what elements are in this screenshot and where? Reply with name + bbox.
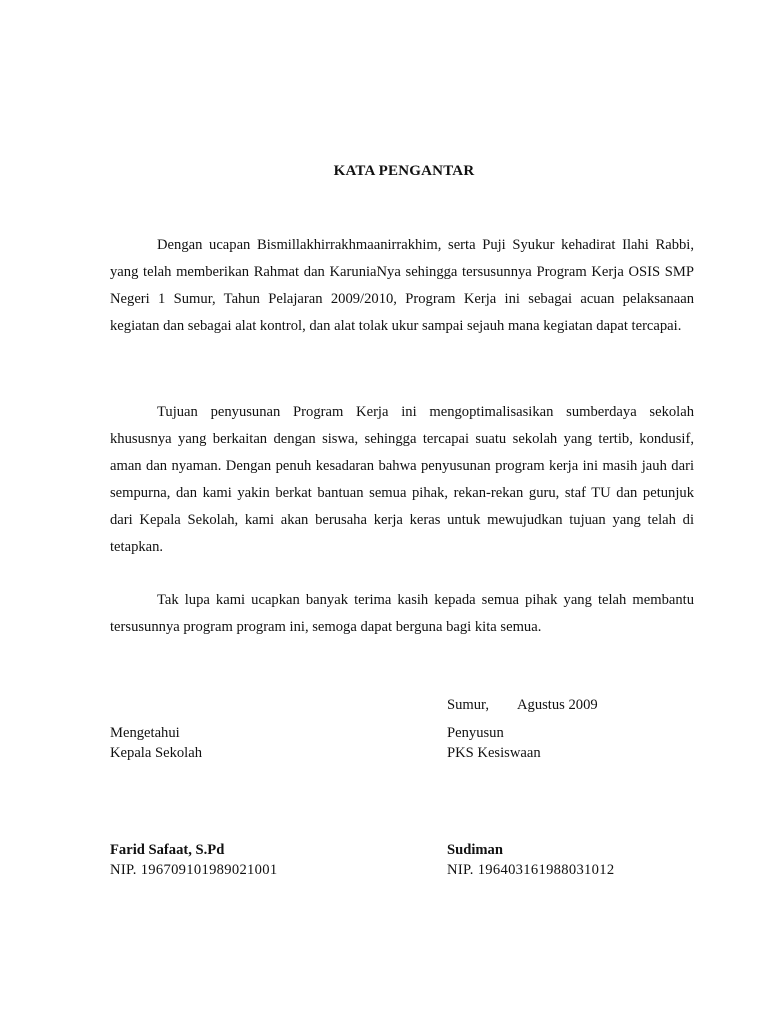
signature-right-role: Penyusun (447, 725, 504, 741)
paragraph-thanks (110, 587, 694, 641)
place-text: Sumur, (447, 697, 489, 713)
paragraph-text: Dengan ucapan Bismillakhirrakhmaanirrakhim, serta Puji Syukur kehadirat Ilahi Rabbi, yang telah memberikan Rahmat dan KaruniaNya sehingga tersusunnya Program Kerja OSIS SMP Negeri 1 Sumur, Tahun Pelajaran 2009/2010, Program Kerja ini sebagai acuan pelaksanaan kegiatan dan sebagai alat kontrol, dan alat tolak ukur sampai sejauh mana kegiatan dapat tercapai. (110, 237, 694, 334)
place-date-line (447, 697, 598, 714)
signature-right-nip: NIP. 196403161988031012 (447, 862, 615, 878)
signature-left-titles (110, 723, 202, 763)
paragraph-intro (110, 232, 694, 340)
signature-left-nip: NIP. 196709101989021001 (110, 862, 278, 878)
signature-left-position: Kepala Sekolah (110, 745, 202, 761)
document-title: KATA PENGANTAR (333, 163, 475, 179)
date-text: Agustus 2009 (517, 697, 598, 713)
signature-left-name: Farid Safaat, S.Pd (110, 842, 225, 858)
signature-right-position: PKS Kesiswaan (447, 745, 541, 761)
signature-right-titles (447, 723, 541, 763)
signature-left-role: Mengetahui (110, 725, 180, 741)
signature-right-name: Sudiman (447, 842, 503, 858)
paragraph-text: Tujuan penyusunan Program Kerja ini mengoptimalisasikan sumberdaya sekolah khususnya yang berkaitan dengan siswa, sehingga tercapai suatu sekolah yang tertib, kondusif, aman dan nyaman. Dengan penuh kesadaran bahwa penyusunan program kerja ini masih jauh dari sempurna, dan kami yakin berkat bantuan semua pihak, rekan-rekan guru, staf TU dan petunjuk dari Kepala Sekolah, kami akan berusaha kerja keras untuk mewujudkan tujuan yang telah di tetapkan. (110, 404, 694, 555)
signature-right-identity (447, 840, 614, 880)
signature-left-identity (110, 840, 277, 880)
paragraph-text: Tak lupa kami ucapkan banyak terima kasih kepada semua pihak yang telah membantu tersusunnya program program ini, semoga dapat berguna bagi kita semua. (110, 592, 694, 635)
paragraph-purpose (110, 399, 694, 561)
